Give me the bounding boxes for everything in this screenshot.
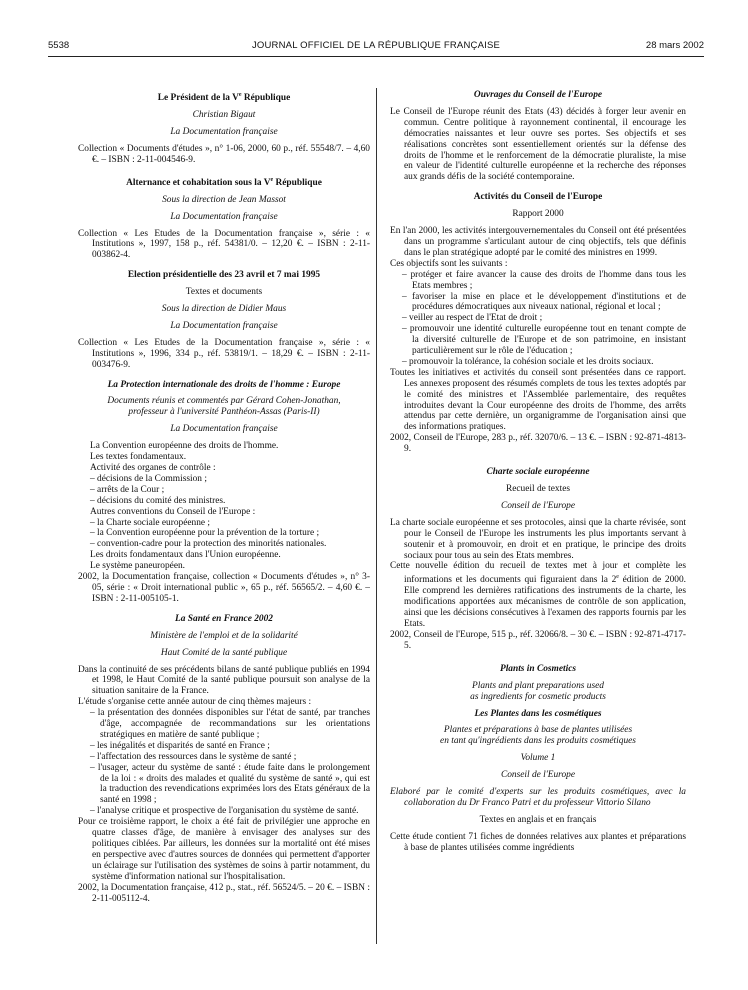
list-item: – l'usager, acteur du système de santé : étude faite dans le prolongement de la loi : « droits des malades et qualité du système de santé », qui est la traduction des revendications exprimées lors des Etats généraux de la santé en 1998 ; (90, 762, 370, 806)
entry-publisher: La Documentation française (170, 320, 278, 331)
paragraph: En l'an 2000, les activités intergouvernementales du Conseil ont été présentées dans un programme s'articulant autour de cinq objectifs, tels que définis dans le plan stratégique adopté par le comité des ministres en 1999. (390, 226, 686, 258)
list-item: – protéger et faire avancer la cause des droits de l'homme dans tous les Etats membres ; (402, 269, 686, 291)
entry-title: La Santé en France 2002 (175, 613, 273, 624)
entry-publisher: La Documentation française (170, 424, 278, 435)
list-item: Les droits fondamentaux dans l'Union européenne. (90, 550, 281, 561)
entry-title: Ouvrages du Conseil de l'Europe (473, 90, 603, 100)
entry-publisher: La Documentation française (170, 126, 278, 137)
entry-title: Alternance et cohabitation sous la Ve République (126, 176, 322, 188)
paragraph: Ces objectifs sont les suivants : (390, 258, 508, 269)
list-item: – les inégalités et disparités de santé en France ; (90, 740, 270, 751)
language-note: Textes en anglais et en français (479, 814, 597, 825)
list-item: – arrêts de la Cour ; (90, 484, 165, 495)
page-header (48, 40, 704, 54)
right-column (390, 90, 686, 854)
entry-title: Charte sociale européenne (486, 467, 590, 478)
entry-reference: Collection « Documents d'études », n° 1-06, 2000, 60 p., réf. 55548/7. – 4,60 €. – ISBN : 2-11-004546-9. (78, 143, 370, 165)
list-item: – convention-cadre pour la protection des minorités nationales. (90, 539, 327, 550)
entry-author: professeur à l'université Panthéon-Assas (Paris-II) (128, 407, 320, 418)
paragraph: La charte sociale européenne et ses protocoles, ainsi que la charte révisée, sont pour le Conseil de l'Europe les instruments les plus importants servant à soutenir et à promouvoir, en droit et en pratique, le principe des droits sociaux pour tous au sein des Etats membres. (390, 517, 686, 561)
list-item: – promouvoir la tolérance, la cohésion sociale et les droits sociaux. (402, 356, 654, 367)
list-item: – veiller au respect de l'Etat de droit ; (402, 313, 543, 324)
entry-credit: Elaboré par le comité d'experts sur les produits cosmétiques, avec la collaboration du Dr Franco Patri et du professeur Vittorio Silano (390, 787, 686, 808)
list-item: Le système paneuropéen. (90, 561, 186, 572)
paragraph: Toutes les initiatives et activités du conseil sont présentées dans ce rapport. Les annexes proposent des résumés complets de tous les textes adoptés par le comité des ministres et l'Assemblée parlementaire, des requêtes introduites devant la Cour européenne des droits de l'homme, des arrêts attendus par cette dernière, un organigramme de l'organisation ainsi que des informations pratiques. (390, 367, 686, 433)
list-item: – favoriser la mise en place et le développement d'institutions et de procédures démocratiques aux niveaux national, régional et local ; (402, 291, 686, 313)
entry-author: Documents réunis et commentés par Gérard Cohen-Jonathan, (107, 396, 341, 407)
contents-list (78, 441, 370, 572)
paragraph: Dans la continuité de ses précédents bilans de santé publique publiés en 1994 et 1998, le Haut Comité de la santé publique poursuit son analyse de la situation sanitaire de la France. (78, 664, 370, 697)
entry-body: Haut Comité de la santé publique (160, 647, 288, 658)
list-item: – promouvoir une identité culturelle européenne tout en tenant compte de la diversité culturelle de l'Europe et de son patrimoine, en insistant particulièrement sur le rôle de l'éducation ; (402, 324, 686, 357)
entry-reference: 2002, la Documentation française, 412 p., stat., réf. 56524/5. – 20 €. – ISBN : 2-11-005112-4. (78, 882, 370, 904)
entry-author: Conseil de l'Europe (500, 500, 576, 511)
entry-reference: 2002, Conseil de l'Europe, 515 p., réf. 32066/8. – 30 €. – ISBN : 92-871-4717-5. (390, 630, 686, 651)
entry-title: Election présidentielle des 23 avril et 7 mai 1995 (127, 270, 321, 281)
entry-reference: 2002, la Documentation française, collection « Documents d'études », n° 3-05, série : « Droit international public », 65 p., réf. 56565/2. – 4,60 €. – ISBN : 2-11-005105-1. (78, 572, 370, 604)
list-item: – la Charte sociale européenne ; (90, 517, 210, 528)
entry-author: Conseil de l'Europe (500, 770, 576, 781)
entry-title: Activités du Conseil de l'Europe (473, 192, 603, 203)
paragraph: L'étude s'organise cette année autour de cinq thèmes majeurs : (78, 697, 312, 708)
paragraph: Cette nouvelle édition du recueil de textes met à jour et complète les informations et les documents qui figuraient dans la 2e édition de 2000. Elle comprend les dernières ratifications des instruments de la charte, les modifications apportées aux mécanismes de contrôle de son application, ainsi que les décisions consécutives à l'examen des rapports fournis par les Etats. (390, 561, 686, 630)
left-column (78, 90, 370, 904)
entry-author: Sous la direction de Didier Maus (161, 304, 287, 315)
entry-author: Ministère de l'emploi et de la solidarité (150, 630, 298, 641)
list-item: – la Convention européenne pour la prévention de la torture ; (90, 528, 320, 539)
list-item: – décisions du comité des ministres. (90, 495, 226, 506)
list-item: Les textes fondamentaux. (90, 452, 187, 463)
list-item: Activité des organes de contrôle : (90, 463, 216, 473)
journal-title: JOURNAL OFFICIEL DE LA RÉPUBLIQUE FRANÇAISE (251, 40, 501, 51)
paragraph: Cette étude contient 71 fiches de données relatives aux plantes et préparations à base de plantes utilisées comme ingrédients (390, 831, 686, 853)
entry-subtitle: en tant qu'ingrédients dans les produits cosmétiques (440, 736, 636, 747)
column-divider (376, 88, 377, 944)
entry-reference: 2002, Conseil de l'Europe, 283 p., réf. 32070/6. – 13 €. – ISBN : 92-871-4813-9. (390, 433, 686, 455)
entry-reference: Collection « Les Etudes de la Documentation française », série : « Institutions », 1997, 158 p., réf. 54381/0. – 12,20 €. – ISBN : 2-11-003862-4. (78, 228, 370, 261)
entry-title: Les Plantes dans les cosmétiques (474, 708, 602, 719)
list-item: – la présentation des données disponibles sur l'état de santé, par tranches d'âge, accompagnée de recommandations sur les orientations stratégiques en matière de santé publique ; (90, 708, 370, 740)
page-number: 5538 (48, 40, 70, 51)
entry-subtitle: Textes et documents (185, 287, 263, 298)
entry-subtitle: Rapport 2000 (512, 209, 564, 220)
paragraph: Pour ce troisième rapport, le choix a été fait de privilégier une approche en quatre classes d'âge, de manière à envisager des analyses sur des politiques ciblées. Par ailleurs, les données sur la mortalité ont été mises en perspective avec d'autres sources de données qui permettent d'apporter un éclairage sur l'utilisation des systèmes de soins à partir notamment, du système d'information national sur l'hospitalisation. (78, 817, 370, 882)
header-rule (48, 56, 704, 57)
entry-title: Le Président de la Ve République (157, 92, 291, 104)
entry-subtitle: Plants and plant preparations used (472, 680, 604, 691)
entry-author: Sous la direction de Jean Massot (162, 194, 286, 205)
issue-date: 28 mars 2002 (645, 40, 704, 51)
paragraph: Le Conseil de l'Europe réunit des Etats (43) décidés à forger leur avenir en commun. Centre politique à rayonnement continental, il encourage les démocraties naissantes et leur ouvre ses portes. Ses objectifs et ses réalisations concrètes sont essentiellement orientés sur la défense des droits de l'homme et le renforcement de la démocratie pluraliste, la mise en valeur de l'identité culturelle européenne et la recherche des réponses aux grands défis de la société contemporaine. (390, 106, 686, 183)
entry-title: La Protection internationale des droits de l'homme : Europe (107, 379, 341, 390)
list-item: Autres conventions du Conseil de l'Europe : (90, 506, 256, 517)
volume-label: Volume 1 (520, 753, 556, 764)
list-item: – l'affectation des ressources dans le système de santé ; (90, 751, 297, 762)
list-item: La Convention européenne des droits de l'homme. (90, 441, 279, 452)
entry-subtitle: as ingredients for cosmetic products (470, 691, 606, 702)
entry-author: Christian Bigaut (192, 110, 256, 121)
entry-subtitle: Recueil de textes (505, 484, 571, 494)
list-item: – décisions de la Commission ; (90, 473, 207, 484)
entry-subtitle: Plantes et préparations à base de plantes utilisées (443, 725, 633, 736)
entry-publisher: La Documentation française (170, 211, 278, 222)
entry-title: Plants in Cosmetics (499, 663, 577, 674)
entry-reference: Collection « Les Etudes de la Documentation française », série : « Institutions », 1996, 334 p., réf. 53819/1. – 18,29 €. – ISBN : 2-11-003476-9. (78, 337, 370, 370)
list-item: – l'analyse critique et prospective de l'organisation du système de santé. (90, 806, 359, 817)
